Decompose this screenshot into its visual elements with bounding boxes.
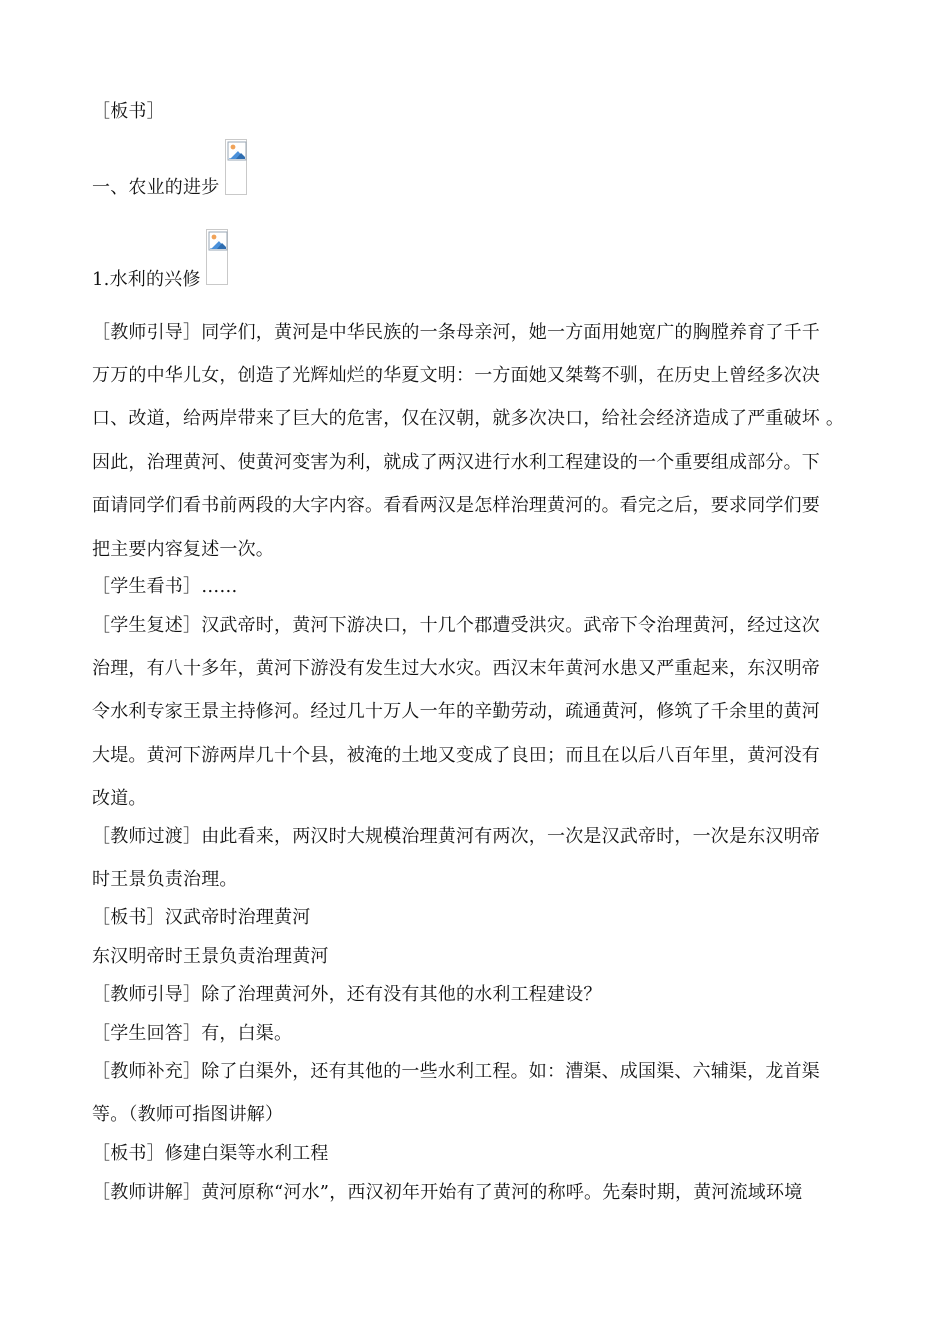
subsection-heading: 1.水利的兴修 (92, 269, 201, 290)
broken-image-icon (206, 229, 228, 285)
paragraph-line: 等。（教师可指图讲解） (92, 1104, 284, 1125)
paragraph-line: 万万的中华儿女，创造了光辉灿烂的华夏文明：一方面她又桀骜不驯，在历史上曾经多次决 (92, 365, 820, 386)
paragraph-line: ［学生看书］…… (92, 576, 238, 597)
paragraph-line: ［教师补充］除了白渠外，还有其他的一些水利工程。如：漕渠、成国渠、六辅渠，龙首渠 (92, 1061, 820, 1082)
paragraph-line: 东汉明帝时王景负责治理黄河 (92, 946, 329, 967)
paragraph-line: 改道。 (92, 788, 147, 809)
paragraph-line: ［板书］汉武帝时治理黄河 (92, 907, 311, 928)
paragraph-line: 大堤。黄河下游两岸几十个县，被淹的土地又变成了良田；而且在以后八百年里，黄河没有 (92, 745, 820, 766)
paragraph-line: 治理，有八十多年，黄河下游没有发生过大水灾。西汉末年黄河水患又严重起来，东汉明帝 (92, 658, 820, 679)
board-heading: ［板书］ (92, 101, 165, 122)
paragraph-line: ［学生回答］有，白渠。 (92, 1023, 293, 1044)
paragraph-line: ［教师讲解］黄河原称“河水”，西汉初年开始有了黄河的称呼。先秦时期，黄河流域环境 (92, 1182, 803, 1203)
paragraph-line: 把主要内容复述一次。 (92, 539, 274, 560)
paragraph-line: ［学生复述］汉武帝时，黄河下游决口，十几个郡遭受洪灾。武帝下令治理黄河，经过这次 (92, 615, 820, 636)
paragraph-line: 时王景负责治理。 (92, 869, 238, 890)
paragraph-line: 口、改道，给两岸带来了巨大的危害，仅在汉朝，就多次决口，给社会经济造成了严重破坏 。 (92, 408, 845, 429)
paragraph-line: ［教师过渡］由此看来，两汉时大规模治理黄河有两次，一次是汉武帝时，一次是东汉明帝 (92, 826, 820, 847)
paragraph-line: ［教师引导］同学们，黄河是中华民族的一条母亲河，她一方面用她宽广的胸膛养育了千千 (92, 322, 820, 343)
paragraph-line: 令水利专家王景主持修河。经过几十万人一年的辛勤劳动，疏通黄河，修筑了千余里的黄河 (92, 701, 820, 722)
paragraph-line: 因此，治理黄河、使黄河变害为利，就成了两汉进行水利工程建设的一个重要组成部分。下 (92, 452, 820, 473)
broken-image-icon (225, 139, 247, 195)
section-heading: 一、农业的进步 (92, 177, 220, 198)
paragraph-line: 面请同学们看书前两段的大字内容。看看两汉是怎样治理黄河的。看完之后，要求同学们要 (92, 495, 820, 516)
paragraph-line: ［板书］修建白渠等水利工程 (92, 1143, 329, 1164)
paragraph-line: ［教师引导］除了治理黄河外，还有没有其他的水利工程建设？ (92, 984, 602, 1005)
